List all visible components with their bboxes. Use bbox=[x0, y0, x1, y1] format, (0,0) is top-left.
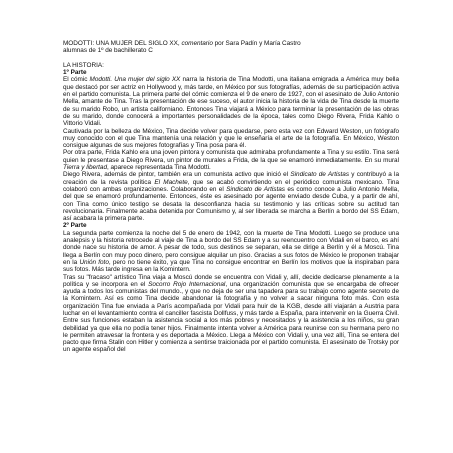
part1-title: 1º Parte bbox=[63, 69, 87, 77]
text-span: Por otra parte, Frida Kahlo era una joven pintora y comunista que admiraba profundamente a Tina y su estilo. Tina será quien le presentase a Diego Rivera, un pintor de murales a Frida, de la que se enamoró inmediatamente. En su mural bbox=[63, 149, 399, 164]
text-span: , pero no tiene éxito, ya que Tina no consigue encontrar en Berlín los motivos que la inspiraban para sus fotos. Más tarde ingresa en la Komintern. bbox=[63, 258, 399, 274]
header-title-italic: comentario bbox=[181, 40, 213, 47]
header-class-line: alumnas de 1º de bachillerato C bbox=[63, 47, 153, 55]
organization-italic: Sindicato de Artistas bbox=[290, 171, 349, 179]
part2-paragraph-1 bbox=[63, 230, 399, 274]
text-span: , una organización comunista que se encargaba de ofrecer ayuda a todos los comunistas del mundo., y que no deja de ser una tapadera para su trabajo como agente secreto de la Komintern. Así es como Tina decide abandonar la fotografía y no volver a sacar ninguna foto más. Con esta organización Tina fue enviada a París acompañada por Vidali para huir de la KGB, desde allí viajarán a Austria para luchar en el levantamiento contra el canciller fascista Dollfuss, y más tarde a España, para intervenir en la Guerra Civil. Entre sus funciones estaban la asistencia social a los más pobres y necesitados y la asistencia a los niños, su gran debilidad ya que ella no podía tener hijos. Finalmente intenta volver a América para reunirse con su hermana pero no le permiten atravesar la frontera y es deportada a México. Llega a México con Vidali y, una vez allí, Tina se entera del pacto que firma Stalin con Hitler y comienza a sentirse traicionada por el partido comunista. El asesinato de Trotsky por un agente español del bbox=[63, 280, 399, 354]
document-page bbox=[63, 40, 399, 354]
organization-italic: Unión foto bbox=[79, 258, 109, 266]
text-span: y contribuyó a la creación de la revista política bbox=[63, 171, 399, 186]
text-span: narra la historia de Tina Modotti, una italiana emigrada a América muy bella que destacó por ser actriz en Hollywood y, más tarde, en México por sus fotografías, además de su participación activa en el partido comunista. La primera parte del cómic comienza el 9 de enero de 1927, con el asesinato de Julio Antonio Mella, amante de Tina. Tras la presentación de ese suceso, el autor inicia la historia de la vida de Tina desde la muerte de su marido Robo, un artista californiano. Entonces Tina viajará a México para terminar la presentación de las obras de su marido, donde conocerá a importantes personalidades de la época, tales como Diego Rivera, Frida Kahlo o Vittorio Vidali. bbox=[63, 76, 399, 128]
document-header bbox=[63, 40, 399, 55]
text-span: , aparece representada Tina Modotti. bbox=[107, 164, 211, 172]
part2-paragraph-2 bbox=[63, 274, 399, 354]
text-span: La segunda parte comienza la noche del 5 de enero de 1942, con la muerte de Tina Modotti. Luego se produce una analepsis y la historia retrocede al viaje de Tina a bordo del SS Edam y a su reencuentro con Vidali en el barco, es ahí donde nace su historia de amor. A pesar de todo, sus destinos se separan, ella se dirige a Berlín y él a Moscú. Tina llega a Berlín con muy poco dinero, pero consigue alquilar un piso. Gracias a sus fotos de México le proponen trabajar en la bbox=[63, 229, 399, 266]
text-span: Tras su "fracaso" artístico Tina viaja a Moscú donde se encuentra con Vidali y, allí, decide dedicarse plenamente a la política y se incorpora en el bbox=[63, 273, 399, 288]
text-span: Diego Rivera, además de pintor, también era un comunista activo que inició el bbox=[63, 171, 289, 179]
part1-paragraph-3 bbox=[63, 149, 399, 171]
comic-title-italic: Modotti. Una mujer del siglo XX bbox=[89, 76, 181, 84]
mural-title-italic: Tierra y libertad bbox=[63, 164, 107, 172]
header-authors: por Sara Padín y María Castro bbox=[214, 40, 301, 47]
section-title: LA HISTORIA: bbox=[63, 61, 104, 69]
organization-italic: Socorro Rojo Internacional bbox=[148, 280, 226, 288]
part1-paragraph-4 bbox=[63, 171, 399, 222]
text-span: es como conoce a Julio Antonio Mella, del que se enamoró profundamente. Entonces, éste es asesinado por agente enviado desde Cuba, y a partir de ahí, con Tina como único testigo se desata la desconfianza hacia su testimonio y las críticas sobre su actitud tan revolucionaria. Finalmente acaba detenida por Comunismo y, al ser liberada se marcha a Berlín a bordo del SS Edam, así acabara la primera parte. bbox=[63, 185, 399, 223]
header-title-line bbox=[63, 40, 399, 47]
text-span: , que se acabó convirtiendo en el periódico comunista mexicano. Tina colaboró con ambas organizaciones. Colaborando en el bbox=[63, 178, 399, 193]
part2-title: 2º Parte bbox=[63, 222, 87, 230]
text-span: El cómic bbox=[63, 76, 88, 84]
organization-italic: Sindicato de Artistas bbox=[226, 185, 285, 193]
header-title: MODOTTI: UNA MUJER DEL SIGLO XX, bbox=[63, 40, 180, 47]
magazine-title-italic: El Machete bbox=[154, 178, 188, 186]
part1-paragraph-1 bbox=[63, 76, 399, 127]
part1-paragraph-2: Cautivada por la belleza de México, Tina decide volver para quedarse, pero esta vez con Edward Weston, un fotógrafo muy conocido con el que Tina mantenía una relación y que le enseñaría el arte de la fotografía. En México, Weston consigue algunas de sus mejores fotografías y Tina posa para él. bbox=[63, 127, 399, 150]
